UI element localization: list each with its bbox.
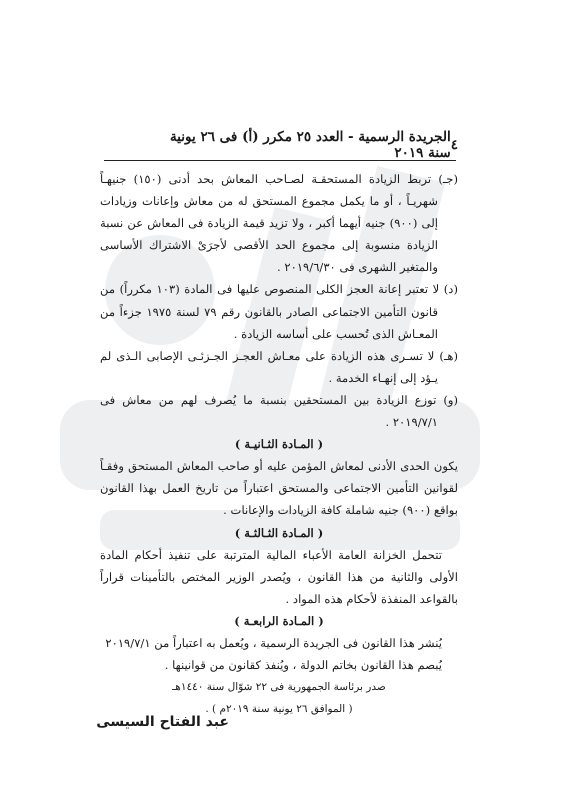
header-divider (104, 160, 456, 161)
article-2-heading: ( المـادة الثـانيـة ) (234, 437, 324, 452)
clause-dal: (د) لا تعتبر إعانة العجز الكلى المنصوص عليها فى المادة (١٠٣ مكرراً) من قانون التأمين الاجتماعى الصادر بالقانون رقم ٧٩ لسنة ١٩٧٥ جزءاً من المعـاش الذى تُحسب على أساسه الزيادة . (100, 282, 458, 341)
page-header (150, 129, 458, 161)
article-3-heading: ( المـادة الثـالثـة ) (234, 525, 324, 540)
article-2-text: يكون الحدى الأدنى لمعاش المؤمن عليه أو صاحب المعاش المستحق وفقـاً لقوانين التأمين الاجتماعى والمستحق اعتباراً من تاريخ العمل بهذا القانون بواقع (٩٠٠) جنيه شاملة كافة الزيادات والإعانات . (100, 459, 458, 518)
corresponding-date: ( الموافق ٢٦ يونية سنة ٢٠١٩م ) . (205, 703, 353, 716)
article-3-text: تتحمل الخزانة العامة الأعباء المالية المترتبة على تنفيذ أحكام المادة الأولى والثانية من هذا القانون ، ويُصدر الوزير المختص بالتأمينات قراراً بالقواعد المنفذة لأحكام هذه المواد . (100, 547, 458, 606)
article-4-line-2: يُبصم هذا القانون بخاتم الدولة ، ويُنفذ كقانون من قوانينها . (164, 658, 442, 673)
clause-waw: (و) توزع الزيادة بين المستحقين بنسبة ما يُصرف لهم من معاش فى ٢٠١٩/٧/١ . (100, 392, 458, 430)
header-title: الجريدة الرسمية - العدد ٢٥ مكرر (أ) فى ٢٦ يونية سنة ٢٠١٩ (169, 129, 451, 161)
clause-ha: (هـ) لا تسـرى هذه الزيادة على معـاش العجـز الجـزئـى الإصابى الـذى لم يـؤد إلى إنهـاء الخدمة . (100, 348, 458, 385)
issued-line: صدر برئاسة الجمهورية فى ٢٢ شوّال سنة ١٤٤٠هـ (172, 681, 386, 694)
article-4-heading: ( المـادة الرابعـة ) (234, 613, 324, 628)
signature: عبد الفتاح السيسى (96, 714, 229, 730)
page-number: ٤ (450, 137, 458, 153)
clause-jim: (جـ) تربط الزيادة المستحقـة لصـاحب المعاش بحد أدنى (١٥٠) جنيهـاً شهريـاً ، أو ما يكمل مجموع المستحق له من معاش وإعانات وزيادات إلى (٩٠٠) جنيه أيهما أكبر ، ولا تزيد قيمة الزيادة فى المعاش عن نسبة الزيادة منسوبة إلى مجموع الحد الأقصى لأجرَىْ الاشتراك الأساسى والمتغير الشهرى فى ٢٠١٩/٦/٣٠ . (100, 172, 458, 275)
article-4-line-1: يُنشر هذا القانون فى الجريدة الرسمية ، ويُعمل به اعتباراً من ٢٠١٩/٧/١ (105, 635, 442, 650)
document-body (100, 168, 458, 720)
